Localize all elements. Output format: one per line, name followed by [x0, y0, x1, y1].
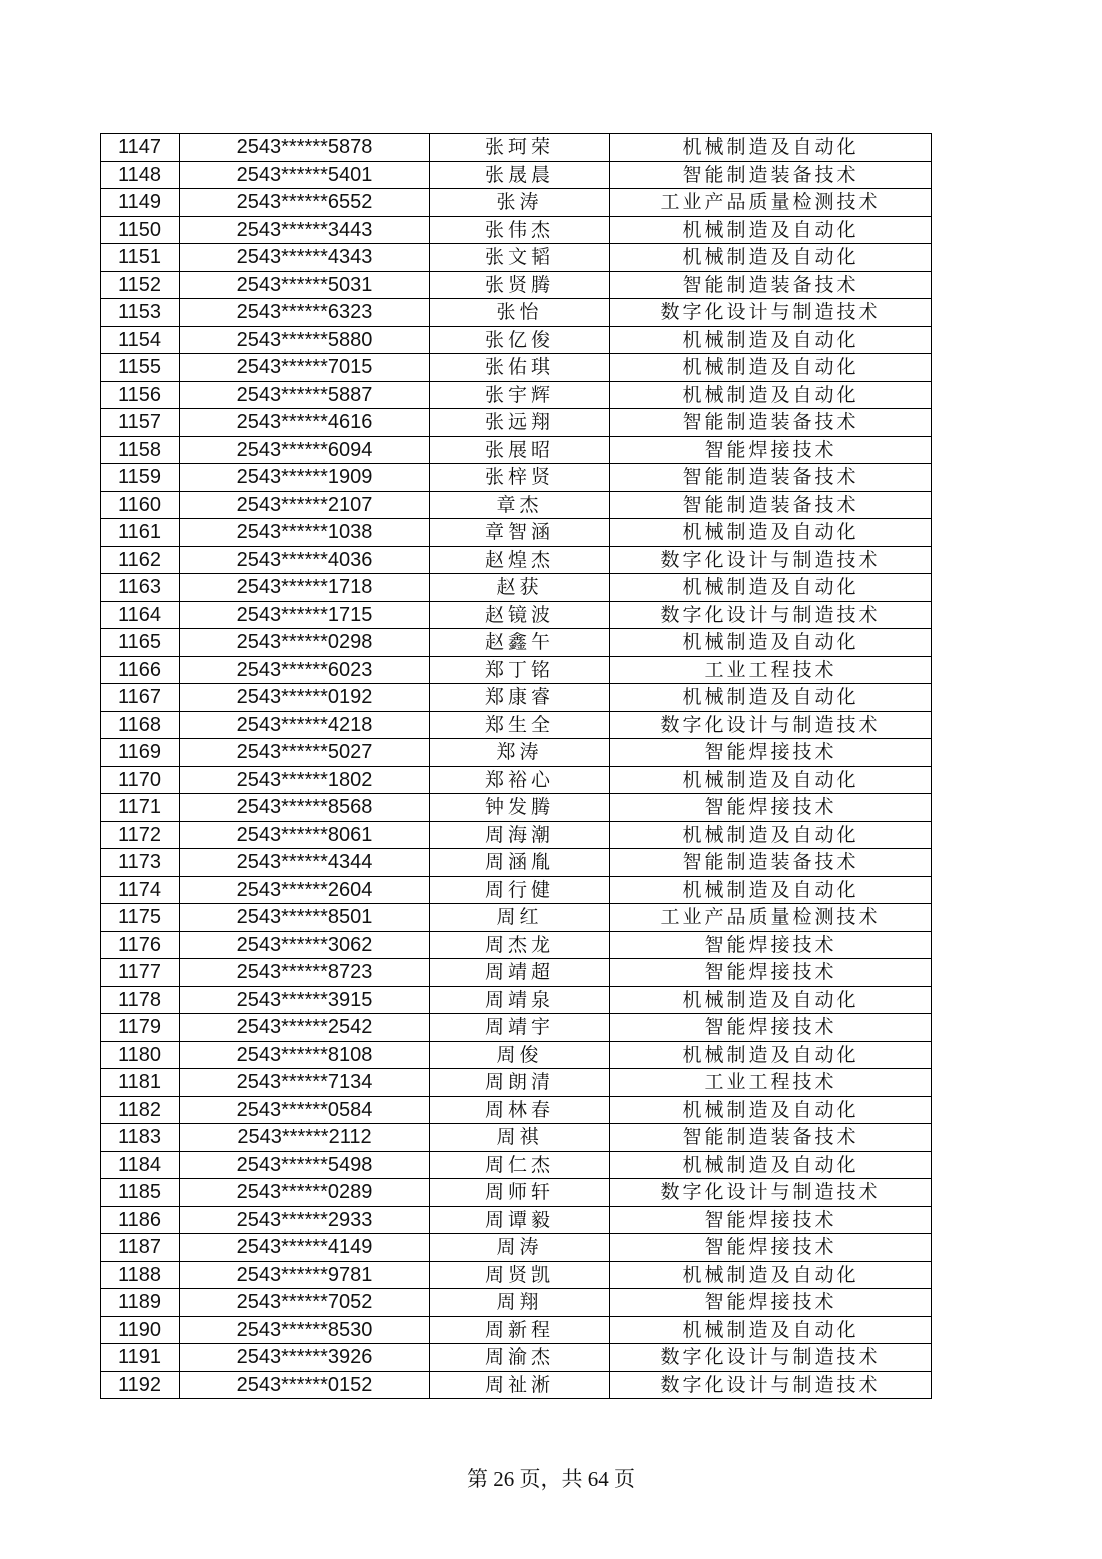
student-id-cell: 2543******0298	[180, 629, 430, 657]
name-cell: 周红	[430, 904, 610, 932]
major-cell: 数字化设计与制造技术	[610, 299, 932, 327]
table-row	[101, 1041, 932, 1069]
student-id-cell: 2543******5878	[180, 134, 430, 162]
row-number-cell: 1168	[101, 711, 180, 739]
major-cell: 智能焊接技术	[610, 959, 932, 987]
major-cell: 数字化设计与制造技术	[610, 601, 932, 629]
row-number-cell: 1192	[101, 1371, 180, 1399]
major-cell: 工业工程技术	[610, 1069, 932, 1097]
major-cell: 机械制造及自动化	[610, 519, 932, 547]
name-cell: 周朗清	[430, 1069, 610, 1097]
table-row	[101, 464, 932, 492]
major-cell: 数字化设计与制造技术	[610, 546, 932, 574]
name-cell: 赵镜波	[430, 601, 610, 629]
student-id-cell: 2543******1715	[180, 601, 430, 629]
student-id-cell: 2543******8061	[180, 821, 430, 849]
row-number-cell: 1157	[101, 409, 180, 437]
major-cell: 机械制造及自动化	[610, 326, 932, 354]
name-cell: 张文韬	[430, 244, 610, 272]
student-id-cell: 2543******6552	[180, 189, 430, 217]
student-id-cell: 2543******0192	[180, 684, 430, 712]
name-cell: 张佑琪	[430, 354, 610, 382]
major-cell: 机械制造及自动化	[610, 766, 932, 794]
major-cell: 智能制造装备技术	[610, 161, 932, 189]
row-number-cell: 1149	[101, 189, 180, 217]
table-row	[101, 739, 932, 767]
student-id-cell: 2543******8568	[180, 794, 430, 822]
name-cell: 周行健	[430, 876, 610, 904]
student-id-cell: 2543******4344	[180, 849, 430, 877]
table-row	[101, 1069, 932, 1097]
major-cell: 智能焊接技术	[610, 1289, 932, 1317]
student-id-cell: 2543******5401	[180, 161, 430, 189]
row-number-cell: 1151	[101, 244, 180, 272]
row-number-cell: 1177	[101, 959, 180, 987]
table-row	[101, 601, 932, 629]
student-id-cell: 2543******7134	[180, 1069, 430, 1097]
name-cell: 郑裕心	[430, 766, 610, 794]
student-id-cell: 2543******2604	[180, 876, 430, 904]
major-cell: 智能制造装备技术	[610, 271, 932, 299]
name-cell: 张宇辉	[430, 381, 610, 409]
name-cell: 张珂荣	[430, 134, 610, 162]
table-row	[101, 381, 932, 409]
table-row	[101, 1371, 932, 1399]
student-id-cell: 2543******4218	[180, 711, 430, 739]
row-number-cell: 1162	[101, 546, 180, 574]
name-cell: 周翔	[430, 1289, 610, 1317]
student-id-cell: 2543******4149	[180, 1234, 430, 1262]
table-row	[101, 216, 932, 244]
row-number-cell: 1165	[101, 629, 180, 657]
row-number-cell: 1183	[101, 1124, 180, 1152]
row-number-cell: 1175	[101, 904, 180, 932]
row-number-cell: 1170	[101, 766, 180, 794]
major-cell: 工业工程技术	[610, 656, 932, 684]
name-cell: 周杰龙	[430, 931, 610, 959]
table-row	[101, 574, 932, 602]
table-row	[101, 766, 932, 794]
major-cell: 机械制造及自动化	[610, 821, 932, 849]
major-cell: 智能制造装备技术	[610, 464, 932, 492]
name-cell: 周师轩	[430, 1179, 610, 1207]
row-number-cell: 1158	[101, 436, 180, 464]
row-number-cell: 1184	[101, 1151, 180, 1179]
table-row	[101, 409, 932, 437]
name-cell: 张怡	[430, 299, 610, 327]
major-cell: 智能焊接技术	[610, 1206, 932, 1234]
name-cell: 周靖宇	[430, 1014, 610, 1042]
student-id-cell: 2543******5027	[180, 739, 430, 767]
major-cell: 智能焊接技术	[610, 739, 932, 767]
major-cell: 机械制造及自动化	[610, 216, 932, 244]
major-cell: 智能焊接技术	[610, 931, 932, 959]
table-row	[101, 1014, 932, 1042]
table-row	[101, 1151, 932, 1179]
table-row	[101, 876, 932, 904]
row-number-cell: 1155	[101, 354, 180, 382]
table-row	[101, 1124, 932, 1152]
name-cell: 张梓贤	[430, 464, 610, 492]
name-cell: 郑丁铭	[430, 656, 610, 684]
row-number-cell: 1166	[101, 656, 180, 684]
student-id-cell: 2543******1038	[180, 519, 430, 547]
table-row	[101, 244, 932, 272]
row-number-cell: 1187	[101, 1234, 180, 1262]
row-number-cell: 1148	[101, 161, 180, 189]
row-number-cell: 1156	[101, 381, 180, 409]
name-cell: 章智涵	[430, 519, 610, 547]
student-id-cell: 2543******7052	[180, 1289, 430, 1317]
major-cell: 数字化设计与制造技术	[610, 1179, 932, 1207]
table-row	[101, 711, 932, 739]
major-cell: 数字化设计与制造技术	[610, 711, 932, 739]
row-number-cell: 1179	[101, 1014, 180, 1042]
table-row	[101, 959, 932, 987]
name-cell: 张涛	[430, 189, 610, 217]
row-number-cell: 1159	[101, 464, 180, 492]
major-cell: 机械制造及自动化	[610, 684, 932, 712]
name-cell: 周靖超	[430, 959, 610, 987]
table-row	[101, 326, 932, 354]
student-id-cell: 2543******4343	[180, 244, 430, 272]
name-cell: 郑康睿	[430, 684, 610, 712]
student-id-cell: 2543******0289	[180, 1179, 430, 1207]
table-row	[101, 849, 932, 877]
table-row	[101, 134, 932, 162]
student-id-cell: 2543******2112	[180, 1124, 430, 1152]
major-cell: 机械制造及自动化	[610, 876, 932, 904]
row-number-cell: 1174	[101, 876, 180, 904]
name-cell: 周涵胤	[430, 849, 610, 877]
row-number-cell: 1154	[101, 326, 180, 354]
major-cell: 智能焊接技术	[610, 1234, 932, 1262]
row-number-cell: 1173	[101, 849, 180, 877]
row-number-cell: 1182	[101, 1096, 180, 1124]
major-cell: 智能制造装备技术	[610, 849, 932, 877]
row-number-cell: 1167	[101, 684, 180, 712]
table-row	[101, 794, 932, 822]
name-cell: 赵煌杰	[430, 546, 610, 574]
row-number-cell: 1164	[101, 601, 180, 629]
name-cell: 张远翔	[430, 409, 610, 437]
major-cell: 机械制造及自动化	[610, 1096, 932, 1124]
name-cell: 周林春	[430, 1096, 610, 1124]
student-id-cell: 2543******0584	[180, 1096, 430, 1124]
table-row	[101, 629, 932, 657]
major-cell: 智能制造装备技术	[610, 1124, 932, 1152]
table-row	[101, 354, 932, 382]
major-cell: 数字化设计与制造技术	[610, 1371, 932, 1399]
row-number-cell: 1185	[101, 1179, 180, 1207]
row-number-cell: 1163	[101, 574, 180, 602]
table-row	[101, 546, 932, 574]
major-cell: 工业产品质量检测技术	[610, 189, 932, 217]
name-cell: 周俊	[430, 1041, 610, 1069]
table-row	[101, 161, 932, 189]
table-row	[101, 1179, 932, 1207]
table-row	[101, 986, 932, 1014]
major-cell: 机械制造及自动化	[610, 629, 932, 657]
student-id-cell: 2543******1802	[180, 766, 430, 794]
name-cell: 郑生全	[430, 711, 610, 739]
major-cell: 工业产品质量检测技术	[610, 904, 932, 932]
row-number-cell: 1152	[101, 271, 180, 299]
row-number-cell: 1147	[101, 134, 180, 162]
table-row	[101, 931, 932, 959]
name-cell: 周祺	[430, 1124, 610, 1152]
student-id-cell: 2543******2107	[180, 491, 430, 519]
name-cell: 章杰	[430, 491, 610, 519]
table-row	[101, 1206, 932, 1234]
name-cell: 周谭毅	[430, 1206, 610, 1234]
table-row	[101, 821, 932, 849]
table-body	[101, 134, 932, 1399]
major-cell: 智能焊接技术	[610, 794, 932, 822]
name-cell: 张晟晨	[430, 161, 610, 189]
major-cell: 机械制造及自动化	[610, 381, 932, 409]
table-row	[101, 684, 932, 712]
major-cell: 智能焊接技术	[610, 1014, 932, 1042]
row-number-cell: 1176	[101, 931, 180, 959]
student-id-cell: 2543******1718	[180, 574, 430, 602]
row-number-cell: 1191	[101, 1344, 180, 1372]
major-cell: 数字化设计与制造技术	[610, 1344, 932, 1372]
name-cell: 周海潮	[430, 821, 610, 849]
name-cell: 周靖泉	[430, 986, 610, 1014]
row-number-cell: 1181	[101, 1069, 180, 1097]
student-id-cell: 2543******8108	[180, 1041, 430, 1069]
table-row	[101, 299, 932, 327]
page-number-footer: 第 26 页，共 64 页	[467, 1467, 635, 1491]
major-cell: 机械制造及自动化	[610, 1151, 932, 1179]
table-row	[101, 904, 932, 932]
major-cell: 机械制造及自动化	[610, 574, 932, 602]
name-cell: 赵鑫午	[430, 629, 610, 657]
name-cell: 钟发腾	[430, 794, 610, 822]
name-cell: 周新程	[430, 1316, 610, 1344]
name-cell: 张展昭	[430, 436, 610, 464]
student-id-cell: 2543******2542	[180, 1014, 430, 1042]
row-number-cell: 1178	[101, 986, 180, 1014]
student-id-cell: 2543******8530	[180, 1316, 430, 1344]
name-cell: 张伟杰	[430, 216, 610, 244]
student-id-cell: 2543******8723	[180, 959, 430, 987]
major-cell: 智能制造装备技术	[610, 409, 932, 437]
row-number-cell: 1160	[101, 491, 180, 519]
name-cell: 周涛	[430, 1234, 610, 1262]
student-id-cell: 2543******6023	[180, 656, 430, 684]
student-id-cell: 2543******6094	[180, 436, 430, 464]
table-row	[101, 436, 932, 464]
name-cell: 周祉淅	[430, 1371, 610, 1399]
student-id-cell: 2543******3443	[180, 216, 430, 244]
major-cell: 智能制造装备技术	[610, 491, 932, 519]
student-id-cell: 2543******3926	[180, 1344, 430, 1372]
table-row	[101, 1344, 932, 1372]
major-cell: 机械制造及自动化	[610, 244, 932, 272]
student-id-cell: 2543******2933	[180, 1206, 430, 1234]
student-list-table	[100, 133, 932, 1399]
table-row	[101, 271, 932, 299]
name-cell: 周渝杰	[430, 1344, 610, 1372]
student-id-cell: 2543******3062	[180, 931, 430, 959]
name-cell: 赵获	[430, 574, 610, 602]
major-cell: 机械制造及自动化	[610, 986, 932, 1014]
row-number-cell: 1172	[101, 821, 180, 849]
row-number-cell: 1171	[101, 794, 180, 822]
table-row	[101, 1234, 932, 1262]
student-id-cell: 2543******3915	[180, 986, 430, 1014]
row-number-cell: 1150	[101, 216, 180, 244]
table-row	[101, 189, 932, 217]
table-row	[101, 491, 932, 519]
student-id-cell: 2543******4616	[180, 409, 430, 437]
row-number-cell: 1188	[101, 1261, 180, 1289]
row-number-cell: 1153	[101, 299, 180, 327]
student-id-cell: 2543******7015	[180, 354, 430, 382]
student-id-cell: 2543******1909	[180, 464, 430, 492]
student-id-cell: 2543******5887	[180, 381, 430, 409]
table-row	[101, 1096, 932, 1124]
student-id-cell: 2543******4036	[180, 546, 430, 574]
row-number-cell: 1169	[101, 739, 180, 767]
major-cell: 智能焊接技术	[610, 436, 932, 464]
table-row	[101, 1316, 932, 1344]
student-id-cell: 2543******8501	[180, 904, 430, 932]
student-id-cell: 2543******5031	[180, 271, 430, 299]
major-cell: 机械制造及自动化	[610, 354, 932, 382]
name-cell: 周贤凯	[430, 1261, 610, 1289]
row-number-cell: 1189	[101, 1289, 180, 1317]
row-number-cell: 1190	[101, 1316, 180, 1344]
name-cell: 周仁杰	[430, 1151, 610, 1179]
student-id-cell: 2543******5880	[180, 326, 430, 354]
table-row	[101, 519, 932, 547]
major-cell: 机械制造及自动化	[610, 1261, 932, 1289]
table-row	[101, 1261, 932, 1289]
row-number-cell: 1186	[101, 1206, 180, 1234]
row-number-cell: 1161	[101, 519, 180, 547]
major-cell: 机械制造及自动化	[610, 134, 932, 162]
student-id-cell: 2543******9781	[180, 1261, 430, 1289]
student-id-cell: 2543******0152	[180, 1371, 430, 1399]
major-cell: 机械制造及自动化	[610, 1041, 932, 1069]
name-cell: 张亿俊	[430, 326, 610, 354]
student-id-cell: 2543******5498	[180, 1151, 430, 1179]
student-id-cell: 2543******6323	[180, 299, 430, 327]
major-cell: 机械制造及自动化	[610, 1316, 932, 1344]
row-number-cell: 1180	[101, 1041, 180, 1069]
table-row	[101, 656, 932, 684]
name-cell: 张贤腾	[430, 271, 610, 299]
name-cell: 郑涛	[430, 739, 610, 767]
table-row	[101, 1289, 932, 1317]
